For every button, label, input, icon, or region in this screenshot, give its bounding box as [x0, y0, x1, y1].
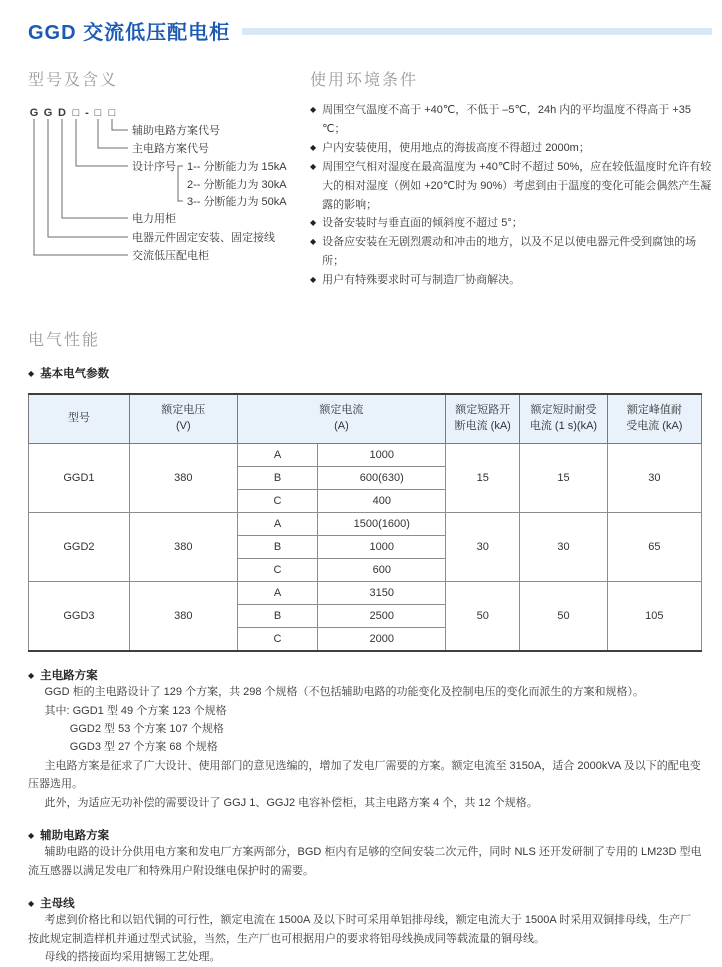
design-option: 2-- 分断能力为 30kA — [187, 179, 287, 191]
aux-circuit-section — [28, 827, 702, 880]
cell-model: GGD1 — [29, 444, 130, 513]
diamond-bullet-icon: ◆ — [28, 368, 35, 378]
diamond-bullet-icon: ◆ — [310, 142, 317, 152]
table-header-row — [29, 394, 702, 444]
design-option: 3-- 分断能力为 50kA — [187, 196, 287, 208]
bullet-text: 设备应安装在无剧烈震动和冲击的地方，以及不足以使电器元件受到腐蚀的场所； — [322, 236, 697, 268]
title-accent-bar — [242, 28, 712, 35]
model-heading: 型号及含义 — [28, 72, 119, 89]
cell-current-value: 600(630) — [318, 467, 446, 490]
environment-bullet — [310, 233, 714, 271]
bullet-text: 周围空气相对湿度在最高温度为 +40℃时不超过 50%，应在较低温度时允许有较大的相对湿度（例如 +20℃时为 90%）考虑到由于温度的变化可能会偶然产生凝露的影响； — [322, 160, 712, 211]
table-row — [29, 444, 702, 467]
paragraph: GGD2 型 53 个方案 107 个规格 — [69, 723, 224, 735]
model-code-char: □ — [108, 107, 116, 119]
table-row — [29, 513, 702, 536]
model-section — [28, 67, 310, 290]
cell-breaking: 50 — [446, 582, 520, 652]
environment-bullet — [310, 139, 714, 158]
bullet-text: 用户有特殊要求时可与制造厂协商解决。 — [322, 274, 521, 287]
diamond-bullet-icon: ◆ — [310, 105, 317, 114]
cell-current-value: 400 — [318, 490, 446, 513]
model-code-char: □ — [72, 107, 80, 119]
table-row — [29, 582, 702, 605]
cell-current-letter: A — [237, 582, 318, 605]
cell-current-letter: C — [237, 490, 318, 513]
model-code-char: □ — [94, 107, 102, 119]
cell-current-value: 1000 — [318, 444, 446, 467]
cell-withstand: 15 — [520, 444, 607, 513]
design-option: 1-- 分断能力为 15kA — [187, 161, 287, 173]
diamond-bullet-icon: ◆ — [310, 237, 317, 247]
text-sections — [0, 667, 722, 967]
diagram-label-power: 电力用柜 — [132, 213, 176, 225]
environment-section — [310, 67, 714, 290]
environment-bullet — [310, 214, 714, 233]
cell-current-value: 600 — [318, 559, 446, 582]
paragraph: 此外，为适应无功补偿的需要设计了 GGJ 1、GGJ2 电容补偿柜，其主电路方案 4 个，共 12 个规格。 — [44, 796, 538, 809]
cell-model: GGD3 — [29, 582, 130, 652]
title-row — [0, 0, 722, 45]
connector-line — [76, 119, 128, 166]
model-code-char: G — [43, 107, 53, 119]
model-code-char: D — [58, 107, 66, 119]
cell-withstand: 30 — [520, 513, 607, 582]
cell-breaking: 15 — [446, 444, 520, 513]
connector-line — [48, 119, 128, 237]
cell-model: GGD2 — [29, 513, 130, 582]
environment-heading: 使用环境条件 — [310, 72, 419, 89]
paragraph: GGD3 型 27 个方案 68 个规格 — [69, 741, 218, 754]
col-header-current: 额定电流 (A) — [237, 394, 446, 444]
main-circuit-heading — [28, 667, 702, 683]
bullet-text: 周围空气温度不高于 +40℃，不低于 –5℃，24h 内的平均温度不得高于 +35 ℃； — [322, 104, 691, 135]
cell-current-value: 2500 — [318, 605, 446, 628]
paragraph: GGD 柜的主电路设计了 129 个方案，共 298 个规格（不包括辅助电路的功能变化及控制电压的变化而派生的方案和规格）。 — [44, 686, 645, 699]
cell-current-letter: B — [237, 605, 318, 628]
connector-line — [62, 119, 128, 218]
cell-peak: 105 — [607, 582, 701, 652]
environment-bullet-list — [310, 101, 714, 290]
environment-bullet — [310, 158, 714, 215]
heading-text: 主电路方案 — [40, 670, 98, 683]
cell-peak: 30 — [607, 444, 701, 513]
diamond-bullet-icon: ◆ — [28, 898, 35, 908]
col-header-voltage: 额定电压 (V) — [129, 394, 237, 444]
top-two-column — [0, 67, 722, 290]
cell-peak: 65 — [607, 513, 701, 582]
page-title: GGD 交流低压配电柜 — [28, 22, 231, 44]
environment-bullet — [310, 101, 714, 139]
paragraph: 考虑到价格比和以铝代铜的可行性，额定电流在 1500A 及以下时可采用单铝排母线，额定电流大于 1500A 时采用双铜排母线，生产厂按此规定制造样机并通过型式试验，当然，生产厂也可根据用户的要求将铝母线换成同等载流量的铜母线。 — [28, 914, 692, 945]
environment-bullet — [310, 271, 714, 290]
paragraph: 主电路方案是征求了广大设计、使用部门的意见选编的，增加了发电厂需要的方案。额定电流至 3150A，适合 2000kVA 及以下的配电变压器选用。 — [28, 759, 701, 791]
paragraph: 辅助电路的设计分供用电方案和发电厂方案两部分，BGD 柜内有足够的空间安装二次元件，同时 NLS 还开发研制了专用的 LM23D 型电流互感器以满足发电厂和特殊用户附设继电保护时的需要。 — [28, 846, 702, 877]
cell-current-letter: C — [237, 559, 318, 582]
main-circuit-section — [28, 667, 702, 812]
diagram-label-aux: 辅助电路方案代号 — [132, 125, 220, 137]
subheading-text: 基本电气参数 — [40, 368, 110, 381]
heading-text: 辅助电路方案 — [40, 830, 110, 843]
cell-current-letter: A — [237, 513, 318, 536]
cell-current-value: 1500(1600) — [318, 513, 446, 536]
cell-current-letter: C — [237, 628, 318, 652]
col-header-withstand: 额定短时耐受 电流 (1 s)(kA) — [520, 394, 607, 444]
cell-current-value: 2000 — [318, 628, 446, 652]
main-busbar-heading — [28, 895, 702, 911]
diagram-label-main: 主电路方案代号 — [132, 143, 209, 155]
diamond-bullet-icon: ◆ — [310, 161, 317, 171]
connector-line — [112, 119, 128, 130]
diamond-bullet-icon: ◆ — [28, 670, 35, 680]
heading-text: 主母线 — [40, 898, 75, 911]
cell-current-letter: B — [237, 467, 318, 490]
diamond-bullet-icon: ◆ — [310, 275, 317, 285]
electrical-heading: 电气性能 — [28, 332, 101, 350]
bullet-text: 设备安装时与垂直面的倾斜度不超过 5°； — [322, 217, 523, 230]
cell-current-letter: A — [237, 444, 318, 467]
electrical-parameters-table — [28, 393, 702, 652]
col-header-breaking: 额定短路开 断电流 (kA) — [446, 394, 520, 444]
diamond-bullet-icon: ◆ — [28, 830, 35, 840]
diagram-label-cabinet: 交流低压配电柜 — [132, 250, 209, 262]
diagram-label-fixed: 电器元件固定安装、固定接线 — [132, 232, 275, 244]
cell-withstand: 50 — [520, 582, 607, 652]
paragraph: 母线的搭接面均采用搪锡工艺处理。 — [44, 951, 221, 964]
aux-circuit-heading — [28, 827, 702, 843]
cell-current-letter: B — [237, 536, 318, 559]
diagram-label-design: 设计序号 — [132, 161, 176, 173]
electrical-section — [0, 327, 722, 652]
paragraph: 其中: GGD1 型 49 个方案 123 个规格 — [44, 704, 227, 717]
cell-voltage: 380 — [129, 444, 237, 513]
cell-voltage: 380 — [129, 582, 237, 652]
col-header-peak: 额定峰值耐 受电流 (kA) — [607, 394, 701, 444]
model-code-char: - — [85, 107, 89, 119]
design-options-bracket — [178, 166, 183, 201]
bullet-text: 户内安装使用，使用地点的海拔高度不得超过 2000m； — [322, 141, 590, 154]
cell-current-value: 3150 — [318, 582, 446, 605]
cell-voltage: 380 — [129, 513, 237, 582]
main-busbar-section — [28, 895, 702, 966]
diamond-bullet-icon: ◆ — [310, 218, 317, 228]
electrical-subheading — [28, 365, 722, 381]
cell-current-value: 1000 — [318, 536, 446, 559]
model-code-diagram — [28, 104, 310, 269]
col-header-model: 型号 — [29, 394, 130, 444]
cell-breaking: 30 — [446, 513, 520, 582]
connector-line — [98, 119, 128, 148]
model-code-char: G — [29, 107, 39, 119]
